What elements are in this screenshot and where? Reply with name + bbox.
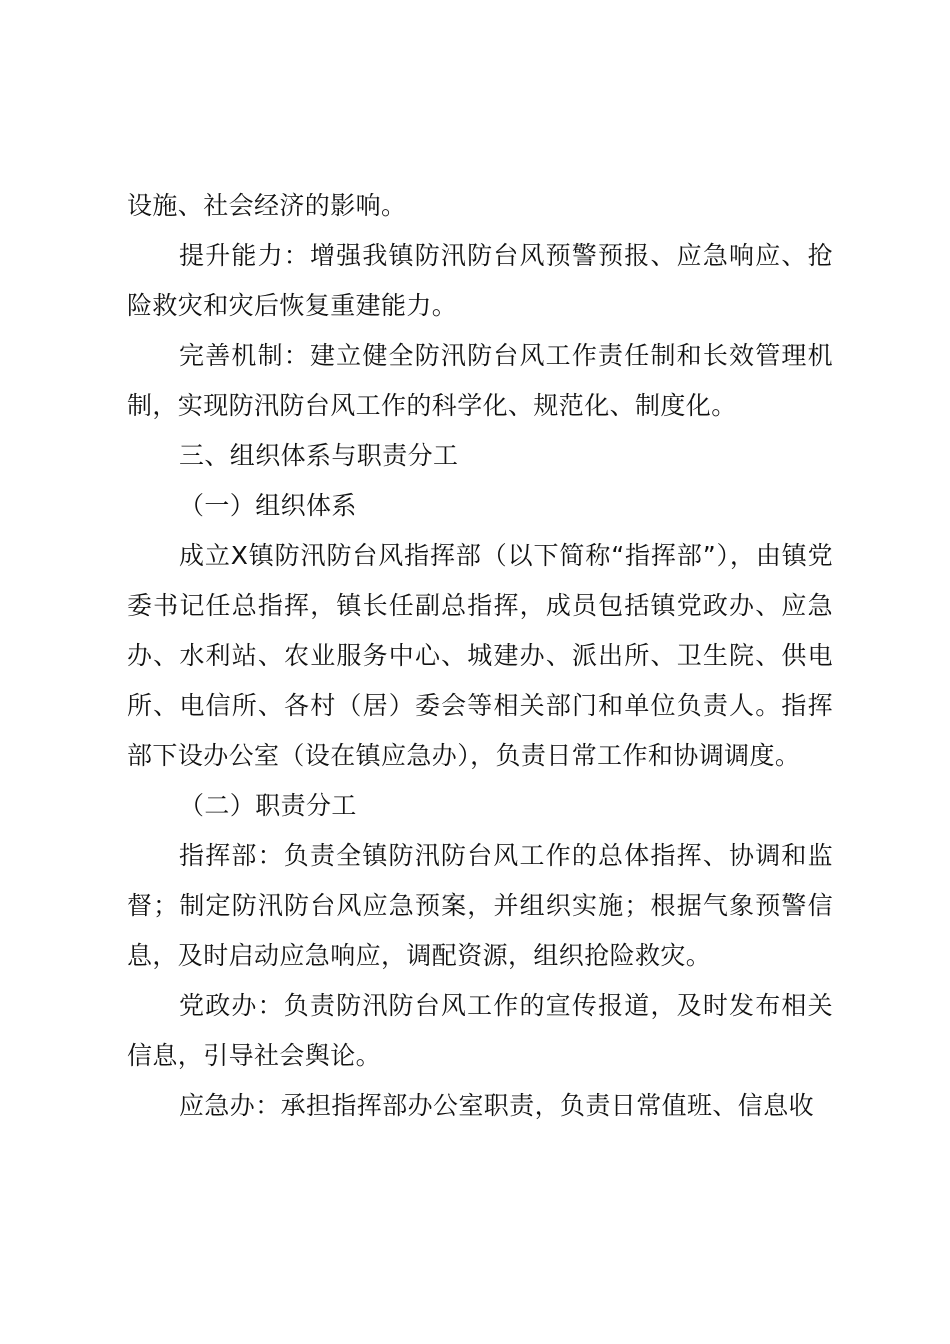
document-body: [127, 181, 833, 1131]
paragraph-command-duties: 指挥部：负责全镇防汛防台风工作的总体指挥、协调和监督；制定防汛防台风应急预案，并组织实施；根据气象预警信息，及时启动应急响应，调配资源，组织抢险救灾。: [127, 841, 833, 970]
paragraph-mechanism: 完善机制：建立健全防汛防台风工作责任制和长效管理机制，实现防汛防台风工作的科学化、规范化、制度化。: [127, 341, 833, 420]
paragraph-party-office: 党政办：负责防汛防台风工作的宣传报道，及时发布相关信息，引导社会舆论。: [127, 991, 833, 1070]
paragraph-emergency-office: 应急办：承担指挥部办公室职责，负责日常值班、信息收: [179, 1091, 815, 1120]
subsection-heading-duties: （二）职责分工: [179, 791, 357, 820]
subsection-heading-system: （一）组织体系: [179, 491, 357, 520]
paragraph-continuation: 设施、社会经济的影响。: [127, 191, 407, 220]
section-heading-organization: 三、组织体系与职责分工: [179, 441, 459, 470]
paragraph-command-center: 成立X镇防汛防台风指挥部（以下简称“指挥部”），由镇党委书记任总指挥，镇长任副总指挥，成员包括镇党政办、应急办、水利站、农业服务中心、城建办、派出所、卫生院、供电所、电信所、各村（居）委会等相关部门和单位负责人。指挥部下设办公室（设在镇应急办），负责日常工作和协调调度。: [127, 541, 833, 770]
paragraph-capability: 提升能力：增强我镇防汛防台风预警预报、应急响应、抢险救灾和灾后恢复重建能力。: [127, 241, 833, 320]
